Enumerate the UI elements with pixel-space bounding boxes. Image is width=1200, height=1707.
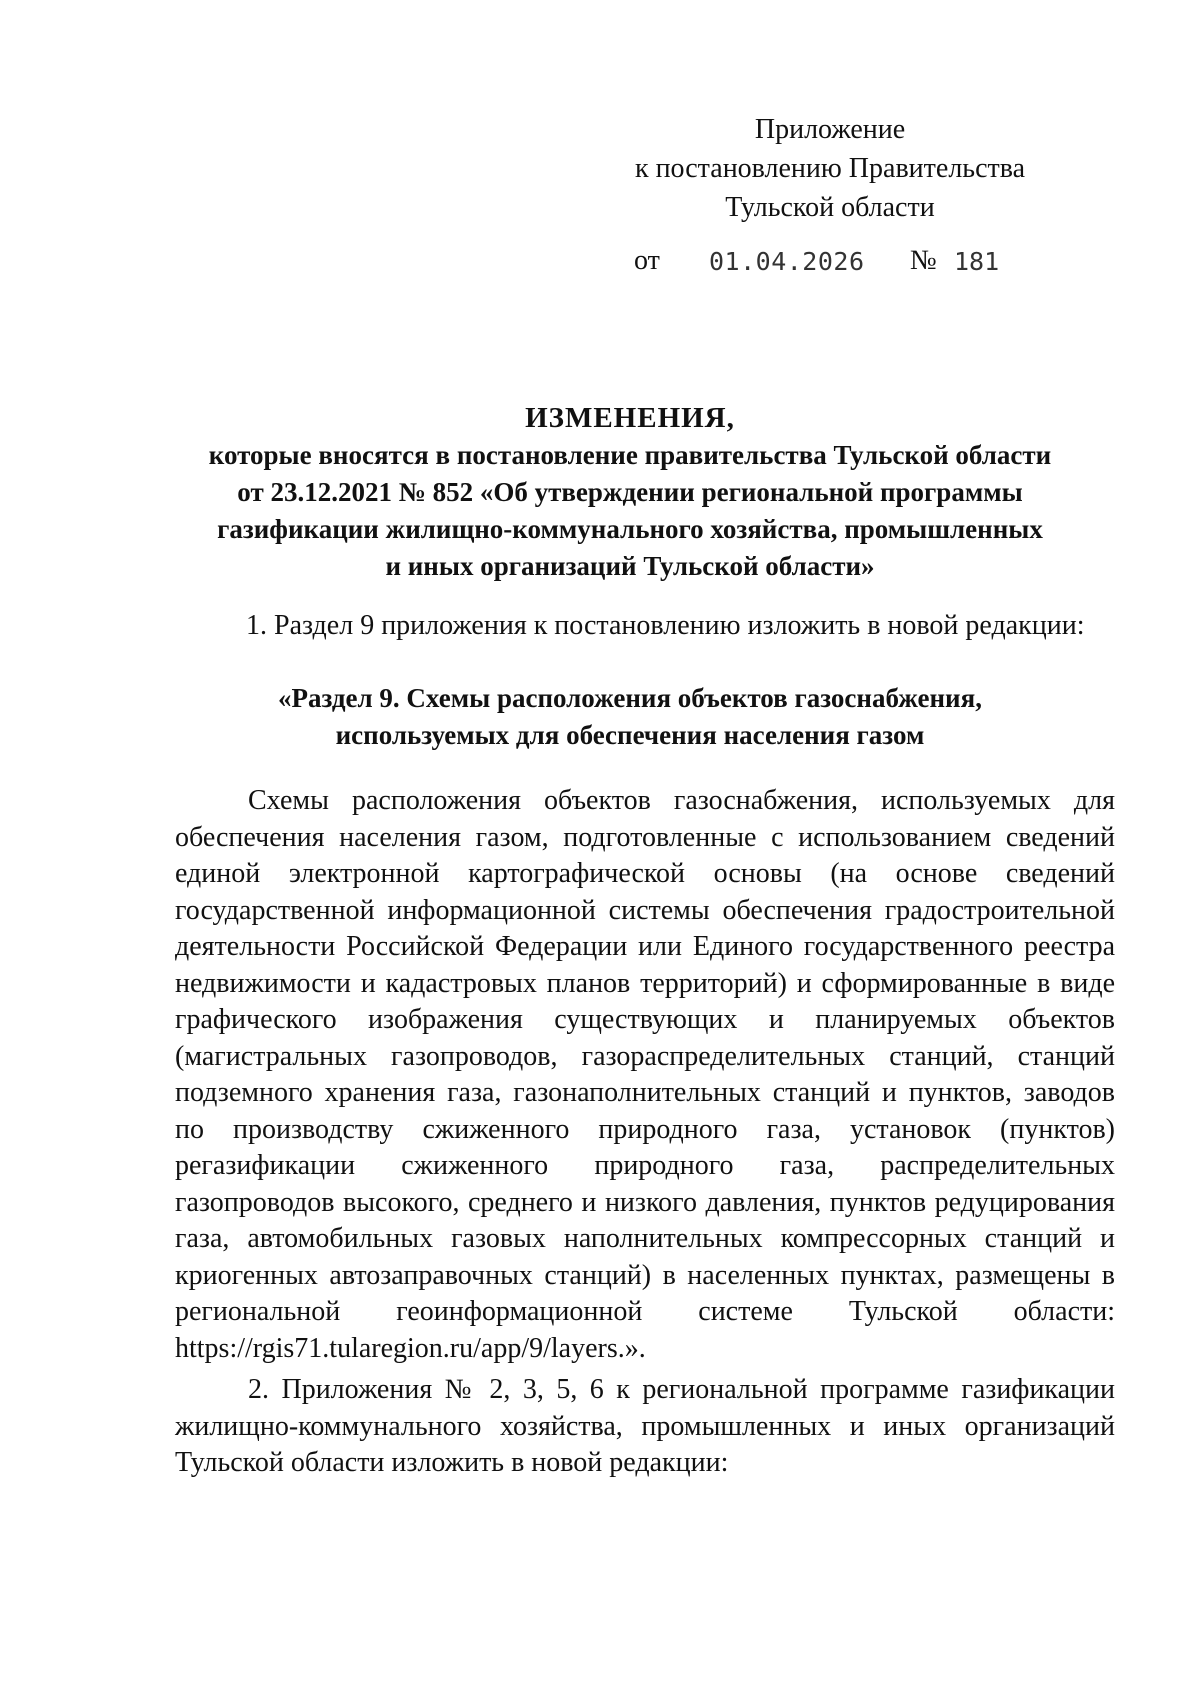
heading-line: и иных организаций Тульской области»	[385, 551, 875, 581]
heading-line: которые вносятся в постановление правительства Тульской области	[208, 440, 1052, 470]
document-heading	[180, 400, 1080, 585]
resolution-date-line	[0, 245, 1200, 285]
number-label: №	[910, 245, 937, 276]
resolution-number: 181	[954, 247, 1000, 276]
heading-line: от 23.12.2021 № 852 «Об утверждении региональной программы	[237, 477, 1023, 507]
section-title-line: «Раздел 9. Схемы расположения объектов газоснабжения,	[278, 683, 982, 713]
date-from-label: от	[634, 245, 660, 276]
heading-title: ИЗМЕНЕНИЯ,	[525, 402, 735, 434]
resolution-date: 01.04.2026	[709, 247, 865, 276]
annex-title: Приложение	[754, 114, 906, 145]
paragraph-schemes: Схемы расположения объектов газоснабжения, используемых для обеспечения населения газом, подготовленные с использованием сведений единой электронной картографической основы (на основе сведений государственной информационной системы обеспечения градостроительной деятельности Российской Федерации или Единого государственного реестра недвижимости и кадастровых планов территорий) и сформированные в виде графического изображения существующих и планируемых объектов (магистральных газопроводов, газораспределительных станций, станций подземного хранения газа, газонаполнительных станций и пунктов, заводов по производству сжиженного природного газа, установок (пунктов) регазификации сжиженного природного газа, распределительных газопроводов высокого, среднего и низкого давления, пунктов редуцирования газа, автомобильных газовых наполнительных компрессорных станций и криогенных автозаправочных станций) в населенных пунктах, размещены в региональной геоинформационной системе Тульской области: https://rgis71.tularegion.ru/app/9/layers.».	[175, 785, 1115, 1364]
annex-header	[620, 110, 1040, 227]
annex-subtitle: к постановлению Правительства	[634, 153, 1026, 184]
section-9-title	[180, 680, 1080, 754]
section-title-line: используемых для обеспечения населения газом	[335, 720, 925, 750]
annex-region: Тульской области	[725, 192, 935, 223]
item-1: 1. Раздел 9 приложения к постановлению изложить в новой редакции:	[246, 610, 1085, 641]
heading-line: газификации жилищно-коммунального хозяйства, промышленных	[217, 514, 1043, 544]
item-2: 2. Приложения № 2, 3, 5, 6 к региональной программе газификации жилищно-коммунального хозяйства, промышленных и иных организаций Тульской области изложить в новой редакции:	[175, 1374, 1115, 1478]
